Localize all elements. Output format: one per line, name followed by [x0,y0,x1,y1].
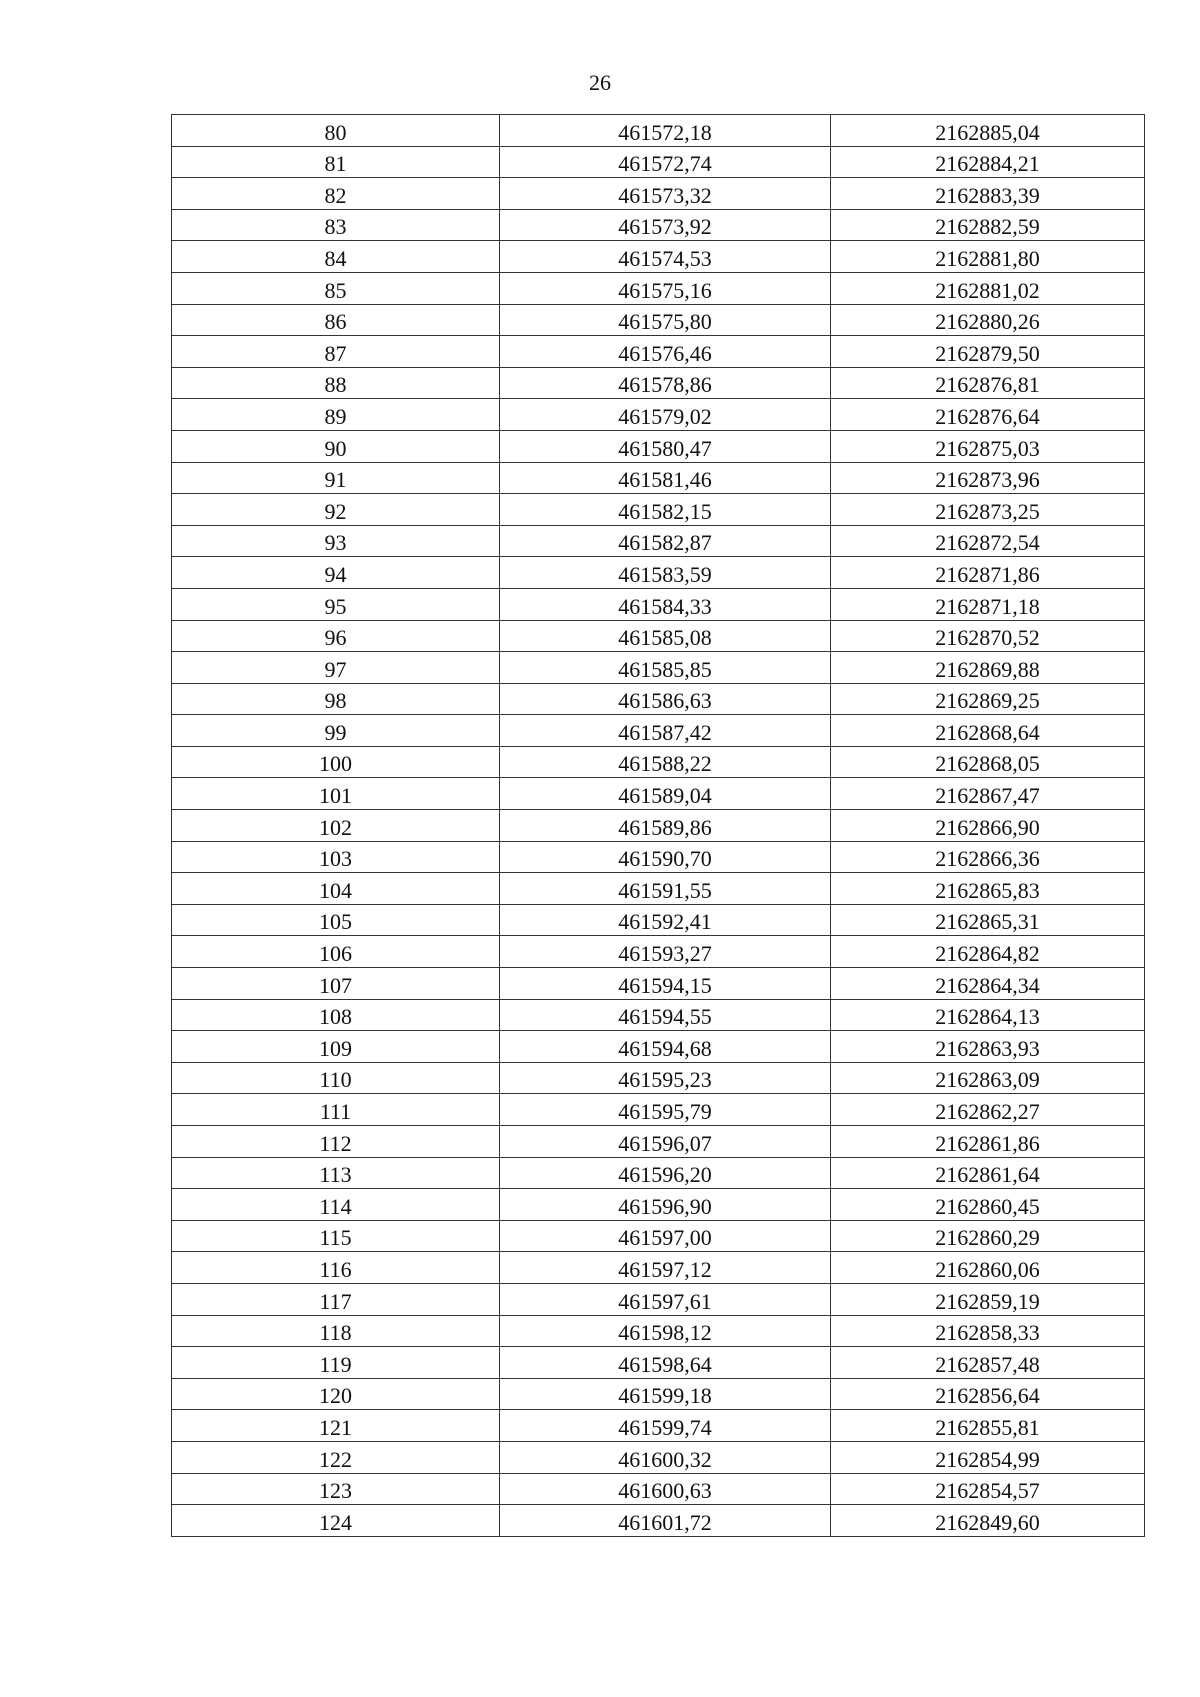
point-number-cell: 94 [172,557,500,589]
x-coordinate-cell: 461573,32 [500,178,831,210]
point-number-cell: 107 [172,968,500,1000]
table-row [172,209,1145,241]
point-number-cell: 85 [172,272,500,304]
point-number-cell: 95 [172,588,500,620]
point-number-cell: 86 [172,304,500,336]
table-row [172,178,1145,210]
y-coordinate-cell: 2162864,13 [831,999,1145,1031]
point-number-cell: 87 [172,336,500,368]
y-coordinate-cell: 2162861,64 [831,1157,1145,1189]
y-coordinate-cell: 2162880,26 [831,304,1145,336]
point-number-cell: 106 [172,936,500,968]
x-coordinate-cell: 461585,08 [500,620,831,652]
x-coordinate-cell: 461596,90 [500,1189,831,1221]
table-row [172,146,1145,178]
table-row [172,652,1145,684]
y-coordinate-cell: 2162868,64 [831,715,1145,747]
x-coordinate-cell: 461585,85 [500,652,831,684]
point-number-cell: 113 [172,1157,500,1189]
x-coordinate-cell: 461594,15 [500,968,831,1000]
y-coordinate-cell: 2162869,88 [831,652,1145,684]
y-coordinate-cell: 2162860,06 [831,1252,1145,1284]
x-coordinate-cell: 461595,79 [500,1094,831,1126]
y-coordinate-cell: 2162873,25 [831,494,1145,526]
table-row [172,715,1145,747]
point-number-cell: 99 [172,715,500,747]
table-row [172,810,1145,842]
y-coordinate-cell: 2162859,19 [831,1283,1145,1315]
y-coordinate-cell: 2162872,54 [831,525,1145,557]
y-coordinate-cell: 2162867,47 [831,778,1145,810]
point-number-cell: 116 [172,1252,500,1284]
y-coordinate-cell: 2162879,50 [831,336,1145,368]
x-coordinate-cell: 461599,74 [500,1410,831,1442]
point-number-cell: 84 [172,241,500,273]
x-coordinate-cell: 461594,55 [500,999,831,1031]
page-number: 26 [589,70,611,95]
point-number-cell: 124 [172,1505,500,1537]
y-coordinate-cell: 2162885,04 [831,115,1145,147]
y-coordinate-cell: 2162865,31 [831,904,1145,936]
x-coordinate-cell: 461601,72 [500,1505,831,1537]
x-coordinate-cell: 461592,41 [500,904,831,936]
x-coordinate-cell: 461600,63 [500,1473,831,1505]
table-row [172,1315,1145,1347]
point-number-cell: 121 [172,1410,500,1442]
x-coordinate-cell: 461599,18 [500,1378,831,1410]
point-number-cell: 114 [172,1189,500,1221]
point-number-cell: 89 [172,399,500,431]
table-row [172,304,1145,336]
y-coordinate-cell: 2162865,83 [831,873,1145,905]
table-row [172,115,1145,147]
x-coordinate-cell: 461596,07 [500,1126,831,1158]
y-coordinate-cell: 2162870,52 [831,620,1145,652]
y-coordinate-cell: 2162873,96 [831,462,1145,494]
y-coordinate-cell: 2162862,27 [831,1094,1145,1126]
x-coordinate-cell: 461594,68 [500,1031,831,1063]
table-row [172,525,1145,557]
point-number-cell: 91 [172,462,500,494]
y-coordinate-cell: 2162854,57 [831,1473,1145,1505]
x-coordinate-cell: 461572,18 [500,115,831,147]
y-coordinate-cell: 2162858,33 [831,1315,1145,1347]
point-number-cell: 115 [172,1220,500,1252]
table-row [172,1220,1145,1252]
table-row [172,904,1145,936]
point-number-cell: 105 [172,904,500,936]
table-row [172,1473,1145,1505]
table-row [172,367,1145,399]
point-number-cell: 108 [172,999,500,1031]
point-number-cell: 112 [172,1126,500,1158]
y-coordinate-cell: 2162855,81 [831,1410,1145,1442]
x-coordinate-cell: 461593,27 [500,936,831,968]
point-number-cell: 102 [172,810,500,842]
point-number-cell: 88 [172,367,500,399]
table-row [172,336,1145,368]
point-number-cell: 103 [172,841,500,873]
x-coordinate-cell: 461590,70 [500,841,831,873]
y-coordinate-cell: 2162854,99 [831,1441,1145,1473]
table-row [172,936,1145,968]
x-coordinate-cell: 461597,61 [500,1283,831,1315]
x-coordinate-cell: 461575,80 [500,304,831,336]
y-coordinate-cell: 2162863,09 [831,1062,1145,1094]
x-coordinate-cell: 461583,59 [500,557,831,589]
table-row [172,968,1145,1000]
table-row [172,399,1145,431]
y-coordinate-cell: 2162882,59 [831,209,1145,241]
y-coordinate-cell: 2162860,29 [831,1220,1145,1252]
y-coordinate-cell: 2162866,36 [831,841,1145,873]
point-number-cell: 110 [172,1062,500,1094]
point-number-cell: 117 [172,1283,500,1315]
table-row [172,1441,1145,1473]
x-coordinate-cell: 461586,63 [500,683,831,715]
table-row [172,1252,1145,1284]
table-row [172,841,1145,873]
x-coordinate-cell: 461575,16 [500,272,831,304]
x-coordinate-cell: 461598,64 [500,1347,831,1379]
x-coordinate-cell: 461597,00 [500,1220,831,1252]
point-number-cell: 123 [172,1473,500,1505]
x-coordinate-cell: 461589,04 [500,778,831,810]
y-coordinate-cell: 2162868,05 [831,746,1145,778]
point-number-cell: 92 [172,494,500,526]
x-coordinate-cell: 461578,86 [500,367,831,399]
y-coordinate-cell: 2162866,90 [831,810,1145,842]
point-number-cell: 80 [172,115,500,147]
x-coordinate-cell: 461584,33 [500,588,831,620]
x-coordinate-cell: 461598,12 [500,1315,831,1347]
table-row [172,588,1145,620]
x-coordinate-cell: 461582,15 [500,494,831,526]
x-coordinate-cell: 461596,20 [500,1157,831,1189]
point-number-cell: 96 [172,620,500,652]
table-row [172,1094,1145,1126]
point-number-cell: 83 [172,209,500,241]
point-number-cell: 122 [172,1441,500,1473]
x-coordinate-cell: 461591,55 [500,873,831,905]
x-coordinate-cell: 461588,22 [500,746,831,778]
table-row [172,1126,1145,1158]
point-number-cell: 100 [172,746,500,778]
point-number-cell: 118 [172,1315,500,1347]
table-row [172,494,1145,526]
table-row [172,462,1145,494]
y-coordinate-cell: 2162876,81 [831,367,1145,399]
x-coordinate-cell: 461582,87 [500,525,831,557]
x-coordinate-cell: 461579,02 [500,399,831,431]
point-number-cell: 119 [172,1347,500,1379]
y-coordinate-cell: 2162881,80 [831,241,1145,273]
table-row [172,778,1145,810]
coordinates-table-body [172,115,1145,1537]
x-coordinate-cell: 461572,74 [500,146,831,178]
y-coordinate-cell: 2162871,18 [831,588,1145,620]
point-number-cell: 111 [172,1094,500,1126]
y-coordinate-cell: 2162863,93 [831,1031,1145,1063]
x-coordinate-cell: 461581,46 [500,462,831,494]
table-row [172,241,1145,273]
x-coordinate-cell: 461600,32 [500,1441,831,1473]
x-coordinate-cell: 461595,23 [500,1062,831,1094]
x-coordinate-cell: 461580,47 [500,430,831,462]
y-coordinate-cell: 2162876,64 [831,399,1145,431]
table-row [172,430,1145,462]
x-coordinate-cell: 461576,46 [500,336,831,368]
y-coordinate-cell: 2162860,45 [831,1189,1145,1221]
table-row [172,620,1145,652]
table-row [172,1347,1145,1379]
table-row [172,746,1145,778]
point-number-cell: 97 [172,652,500,684]
table-row [172,1283,1145,1315]
point-number-cell: 98 [172,683,500,715]
table-row [172,999,1145,1031]
point-number-cell: 101 [172,778,500,810]
point-number-cell: 120 [172,1378,500,1410]
table-row [172,873,1145,905]
x-coordinate-cell: 461587,42 [500,715,831,747]
y-coordinate-cell: 2162884,21 [831,146,1145,178]
table-row [172,1189,1145,1221]
x-coordinate-cell: 461574,53 [500,241,831,273]
point-number-cell: 90 [172,430,500,462]
table-row [172,1505,1145,1537]
table-row [172,272,1145,304]
table-row [172,1378,1145,1410]
y-coordinate-cell: 2162881,02 [831,272,1145,304]
y-coordinate-cell: 2162875,03 [831,430,1145,462]
table-row [172,1031,1145,1063]
y-coordinate-cell: 2162861,86 [831,1126,1145,1158]
y-coordinate-cell: 2162857,48 [831,1347,1145,1379]
x-coordinate-cell: 461589,86 [500,810,831,842]
table-row [172,557,1145,589]
x-coordinate-cell: 461597,12 [500,1252,831,1284]
point-number-cell: 109 [172,1031,500,1063]
point-number-cell: 82 [172,178,500,210]
y-coordinate-cell: 2162864,34 [831,968,1145,1000]
y-coordinate-cell: 2162856,64 [831,1378,1145,1410]
y-coordinate-cell: 2162864,82 [831,936,1145,968]
x-coordinate-cell: 461573,92 [500,209,831,241]
point-number-cell: 81 [172,146,500,178]
table-row [172,1062,1145,1094]
table-row [172,683,1145,715]
table-row [172,1157,1145,1189]
y-coordinate-cell: 2162883,39 [831,178,1145,210]
y-coordinate-cell: 2162849,60 [831,1505,1145,1537]
y-coordinate-cell: 2162871,86 [831,557,1145,589]
table-row [172,1410,1145,1442]
point-number-cell: 93 [172,525,500,557]
y-coordinate-cell: 2162869,25 [831,683,1145,715]
coordinates-table [171,114,1145,1537]
point-number-cell: 104 [172,873,500,905]
